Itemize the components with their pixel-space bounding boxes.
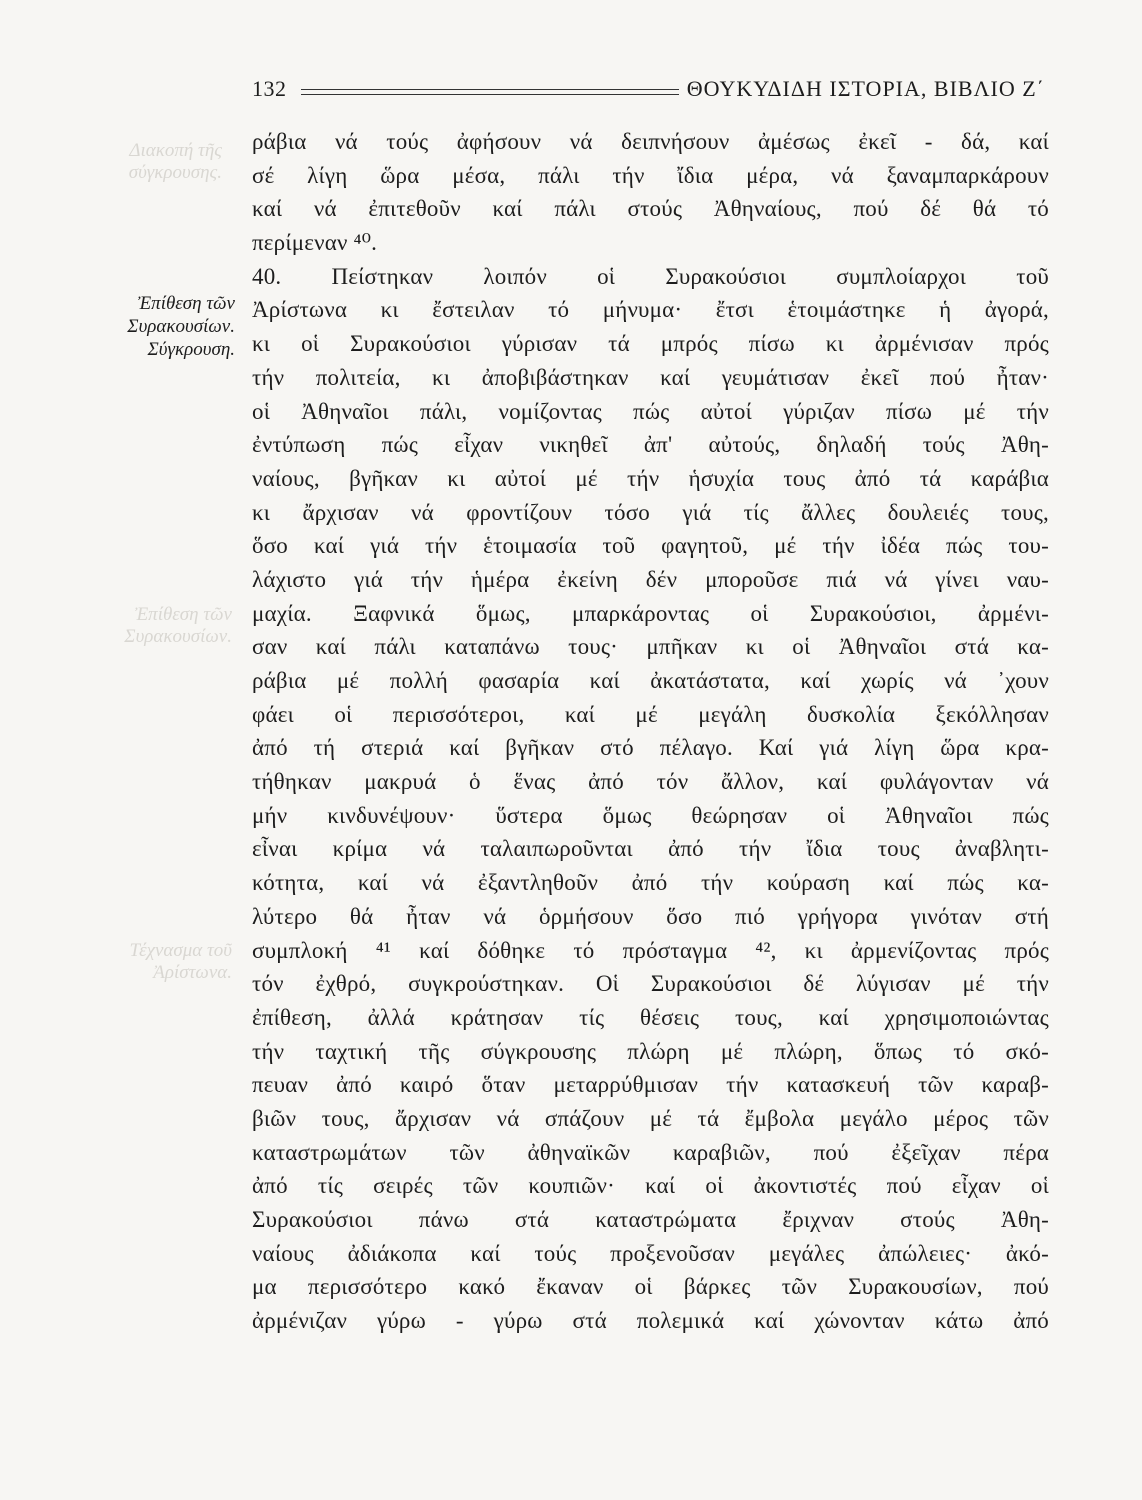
page-number: 132 (252, 76, 287, 101)
text-line: συμπλοκή ⁴¹ καί δόθηκε τό πρόσταγμα ⁴², κι ἀρμενίζοντας πρός (252, 937, 1049, 963)
text-line: τήθηκαν μακρυά ὁ ἕνας ἀπό τόν ἄλλον, καί φυλάγονταν νά (252, 769, 1049, 795)
bleed-through-note: Τέχνασμα τοῦ Ἀρίστωνα. (129, 940, 232, 983)
page-header (252, 74, 1045, 104)
text-line: οἱ Ἀθηναῖοι πάλι, νομίζοντας πώς αὐτοί γύριζαν πίσω μέ τήν (252, 398, 1049, 424)
text-line: μα περισσότερο κακό ἔκαναν οἱ βάρκες τῶν Συρακουσίων, πού (252, 1274, 1049, 1300)
text-line: τήν ταχτική τῆς σύγκρουσης πλώρη μέ πλώρη, ὅπως τό σκό- (252, 1038, 1049, 1064)
text-line: βιῶν τους, ἄρχισαν νά σπάζουν μέ τά ἔμβολα μεγάλο μέρος τῶν (252, 1105, 1049, 1131)
bleed-through-note: Διακοπή τῆς σύγκρουσης. (128, 140, 222, 183)
text-line: περίμεναν ⁴⁰. (252, 230, 378, 256)
text-line: κι ἄρχισαν νά φροντίζουν τόσο γιά τίς ἄλλες δουλειές τους, (252, 499, 1049, 525)
text-line: πευαν ἀπό καιρό ὅταν μεταρρύθμισαν τήν κατασκευή τῶν καραβ- (252, 1072, 1049, 1098)
text-line: σέ λίγη ὥρα μέσα, πάλι τήν ἴδια μέρα, νά ξαναμπαρκάρουν (252, 162, 1049, 188)
text-line: τόν ἐχθρό, συγκρούστηκαν. Οἱ Συρακούσιοι δέ λύγισαν μέ τήν (252, 971, 1049, 997)
text-line: ράβια μέ πολλή φασαρία καί ἀκατάστατα, καί χωρίς νά ᾽χουν (252, 668, 1049, 693)
text-line: λάχιστο γιά τήν ἡμέρα ἐκείνη δέν μποροῦσε πιά νά γίνει ναυ- (252, 566, 1049, 592)
text-line: Ἀρίστωνα κι ἔστειλαν τό μήνυμα· ἔτσι ἑτοιμάστηκε ἡ ἀγορά, (252, 297, 1049, 323)
bleed-through-note: Ἐπίθεση τῶν Συρακουσίων. (124, 604, 232, 647)
text-line: ναίους, βγῆκαν κι αὐτοί μέ τήν ἡσυχία τους ἀπό τά καράβια (252, 465, 1049, 491)
text-line: εἶναι κρίμα νά ταλαιπωροῦνται ἀπό τήν ἴδια τους ἀναβλητι- (252, 836, 1049, 862)
text-line: ἀρμένιζαν γύρω - γύρω στά πολεμικά καί χώνονταν κάτω ἀπό (252, 1308, 1049, 1334)
margin-note-line: Σύγκρουση. (147, 339, 235, 360)
header-rule (301, 89, 679, 95)
text-line: σαν καί πάλι καταπάνω τους· μπῆκαν κι οἱ Ἀθηναῖοι στά κα- (252, 634, 1049, 660)
text-line: καταστρωμάτων τῶν ἀθηναϊκῶν καραβιῶν, πού ἐξεῖχαν πέρα (252, 1139, 1049, 1165)
text-line: ναίους ἀδιάκοπα καί τούς προξενοῦσαν μεγάλες ἀπώλειες· ἀκό- (252, 1240, 1049, 1266)
text-line: ἐντύπωση πώς εἶχαν νικηθεῖ ἀπ' αὐτούς, δηλαδή τούς Ἀθη- (252, 432, 1049, 458)
text-line: μαχία. Ξαφνικά ὅμως, μπαρκάροντας οἱ Συρακούσιοι, ἀρμένι- (252, 600, 1049, 626)
text-line: λύτερο θά ἦταν νά ὁρμήσουν ὅσο πιό γρήγορα γινόταν στή (252, 903, 1049, 929)
running-head: ΘΟΥΚΥΔΙΔΗ ΙΣΤΟΡΙΑ, ΒΙΒΛΙΟ Ζ΄ (686, 76, 1045, 101)
text-line: τήν πολιτεία, κι ἀποβιβάστηκαν καί γευμάτισαν ἐκεῖ πού ἦταν· (252, 364, 1049, 390)
text-line: ἀπό τή στεριά καί βγῆκαν στό πέλαγο. Καί γιά λίγη ὥρα κρα- (252, 735, 1049, 761)
margin-note (90, 292, 235, 361)
text-line: μήν κινδυνέψουν· ὕστερα ὅμως θεώρησαν οἱ Ἀθηναῖοι πώς (252, 802, 1049, 828)
text-line: κι οἱ Συρακούσιοι γύρισαν τά μπρός πίσω κι ἀρμένισαν πρός (252, 331, 1049, 357)
text-line: Συρακούσιοι πάνω στά καταστρώματα ἔριχναν στούς Ἀθη- (252, 1207, 1049, 1232)
text-line: ράβια νά τούς ἀφήσουν νά δειπνήσουν ἀμέσως ἐκεῖ - δά, καί (252, 129, 1049, 154)
margin-note-line: Συρακουσίων. (127, 316, 235, 337)
text-line: ἐπίθεση, ἀλλά κράτησαν τίς θέσεις τους, καί χρησιμοποιώντας (252, 1004, 1049, 1030)
text-line: ὅσο καί γιά τήν ἑτοιμασία τοῦ φαγητοῦ, μέ τήν ἰδέα πώς του- (252, 533, 1049, 559)
margin-note-line: Ἐπίθεση τῶν (137, 293, 235, 314)
text-line: ἀπό τίς σειρές τῶν κουπιῶν· καί οἱ ἀκοντιστές πού εἶχαν οἱ (252, 1173, 1049, 1199)
text-line: 40. Πείστηκαν λοιπόν οἱ Συρακούσιοι συμπλοίαρχοι τοῦ (252, 263, 1049, 289)
body-text (252, 125, 1049, 1338)
text-line: καί νά ἐπιτεθοῦν καί πάλι στούς Ἀθηναίους, πού δέ θά τό (252, 196, 1049, 222)
text-line: κότητα, καί νά ἐξαντληθοῦν ἀπό τήν κούραση καί πώς κα- (252, 870, 1049, 896)
text-line: φάει οἱ περισσότεροι, καί μέ μεγάλη δυσκολία ξεκόλλησαν (252, 701, 1049, 727)
